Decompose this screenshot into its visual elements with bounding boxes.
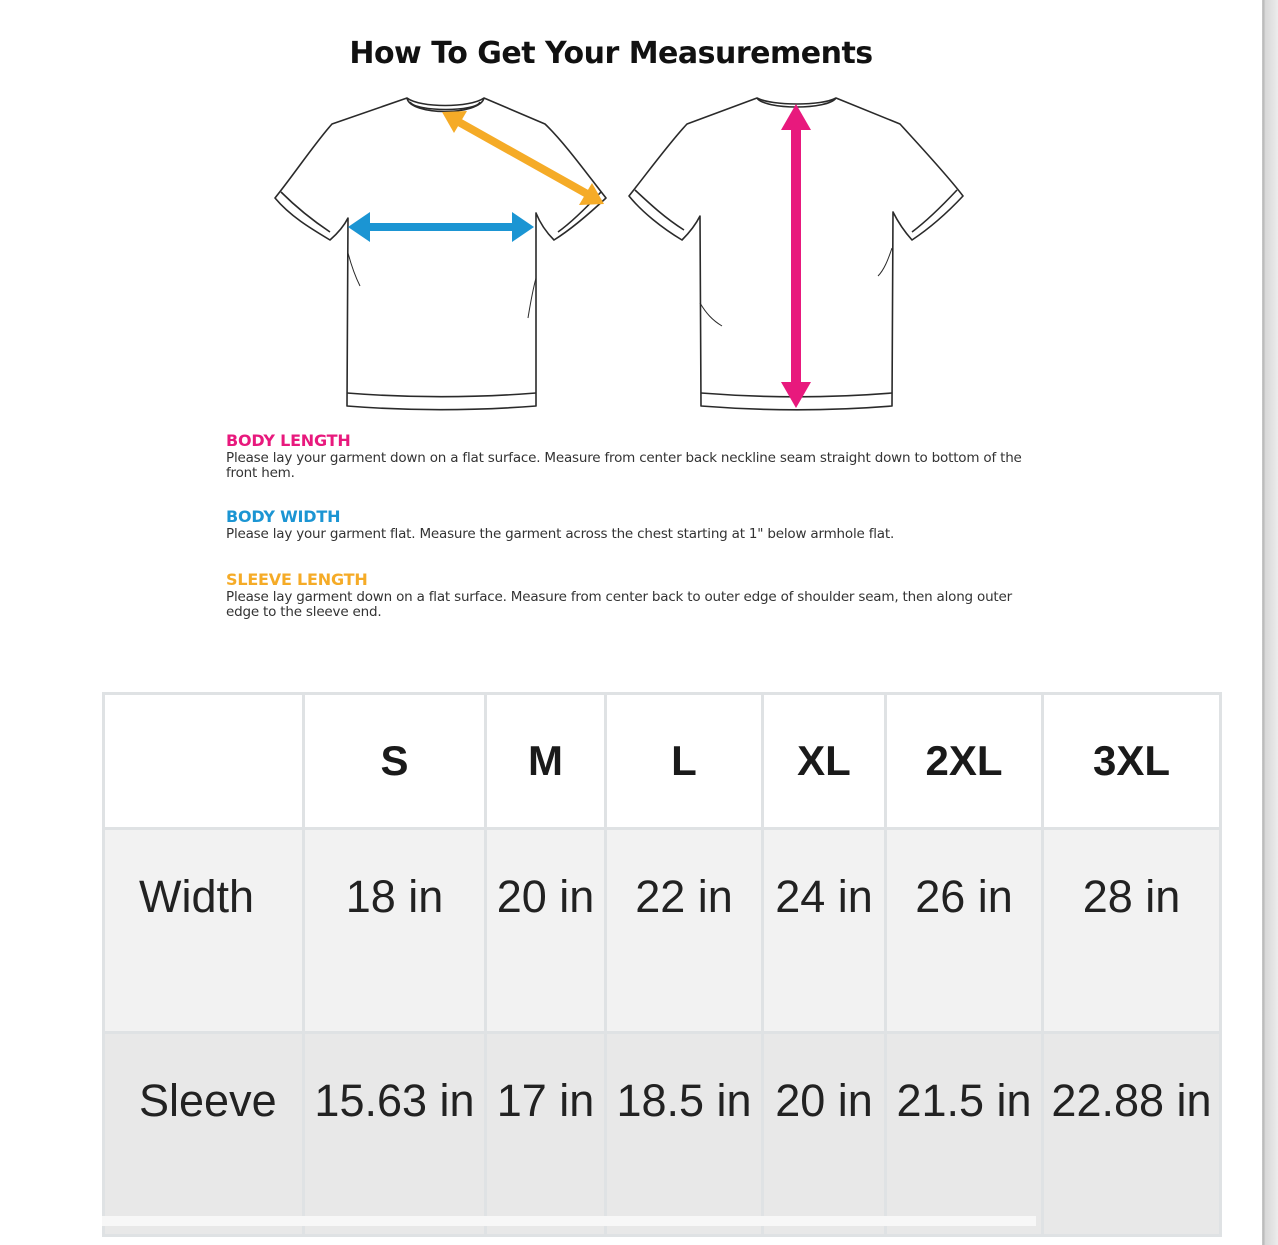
sleeve-length-text: Please lay garment down on a flat surface. Measure from center back to outer edge of shoulder seam, then along outer edge to the sleeve end. bbox=[226, 589, 1012, 620]
sleeve-length-heading: SLEEVE LENGTH bbox=[226, 570, 368, 589]
body-width-text: Please lay your garment flat. Measure the garment across the chest starting at 1" below armhole flat. bbox=[226, 526, 895, 542]
horizontal-scrollbar[interactable] bbox=[102, 1216, 1036, 1226]
header-size-xl: XL bbox=[763, 694, 886, 829]
width-2xl-cell: 26 in bbox=[886, 829, 1043, 1033]
header-size-l: L bbox=[606, 694, 763, 829]
width-3xl-cell: 28 in bbox=[1043, 829, 1221, 1033]
table-row bbox=[104, 829, 1221, 1033]
row-label-sleeve: Sleeve bbox=[104, 1033, 304, 1236]
table-row bbox=[104, 1033, 1221, 1236]
sleeve-3xl-cell: 22.88 in bbox=[1043, 1033, 1221, 1236]
sleeve-m-cell: 17 in bbox=[486, 1033, 606, 1236]
sleeve-s-cell: 15.63 in bbox=[304, 1033, 486, 1236]
body-length-guide bbox=[226, 431, 1046, 481]
page-title: How To Get Your Measurements bbox=[349, 36, 873, 71]
header-size-m: M bbox=[486, 694, 606, 829]
tshirt-front-icon bbox=[275, 98, 606, 410]
body-length-heading: BODY LENGTH bbox=[226, 431, 351, 450]
width-l-cell: 22 in bbox=[606, 829, 763, 1033]
width-m-cell: 20 in bbox=[486, 829, 606, 1033]
header-empty-cell bbox=[104, 694, 304, 829]
sleeve-xl-cell: 20 in bbox=[763, 1033, 886, 1236]
sleeve-length-guide bbox=[226, 570, 1046, 620]
table-header-row bbox=[104, 694, 1221, 829]
body-length-text: Please lay your garment down on a flat surface. Measure from center back neckline seam straight down to bottom of the front hem. bbox=[226, 450, 1022, 481]
tshirt-measurement-illustration bbox=[260, 88, 980, 418]
body-width-heading: BODY WIDTH bbox=[226, 507, 341, 526]
sleeve-l-cell: 18.5 in bbox=[606, 1033, 763, 1236]
header-size-s: S bbox=[304, 694, 486, 829]
row-label-width: Width bbox=[104, 829, 304, 1033]
body-width-guide bbox=[226, 507, 1046, 542]
sleeve-2xl-cell: 21.5 in bbox=[886, 1033, 1043, 1236]
size-chart-table bbox=[102, 692, 1222, 1237]
header-size-3xl: 3XL bbox=[1043, 694, 1221, 829]
width-s-cell: 18 in bbox=[304, 829, 486, 1033]
header-size-2xl: 2XL bbox=[886, 694, 1043, 829]
page-edge-shadow bbox=[1262, 0, 1278, 1245]
width-xl-cell: 24 in bbox=[763, 829, 886, 1033]
